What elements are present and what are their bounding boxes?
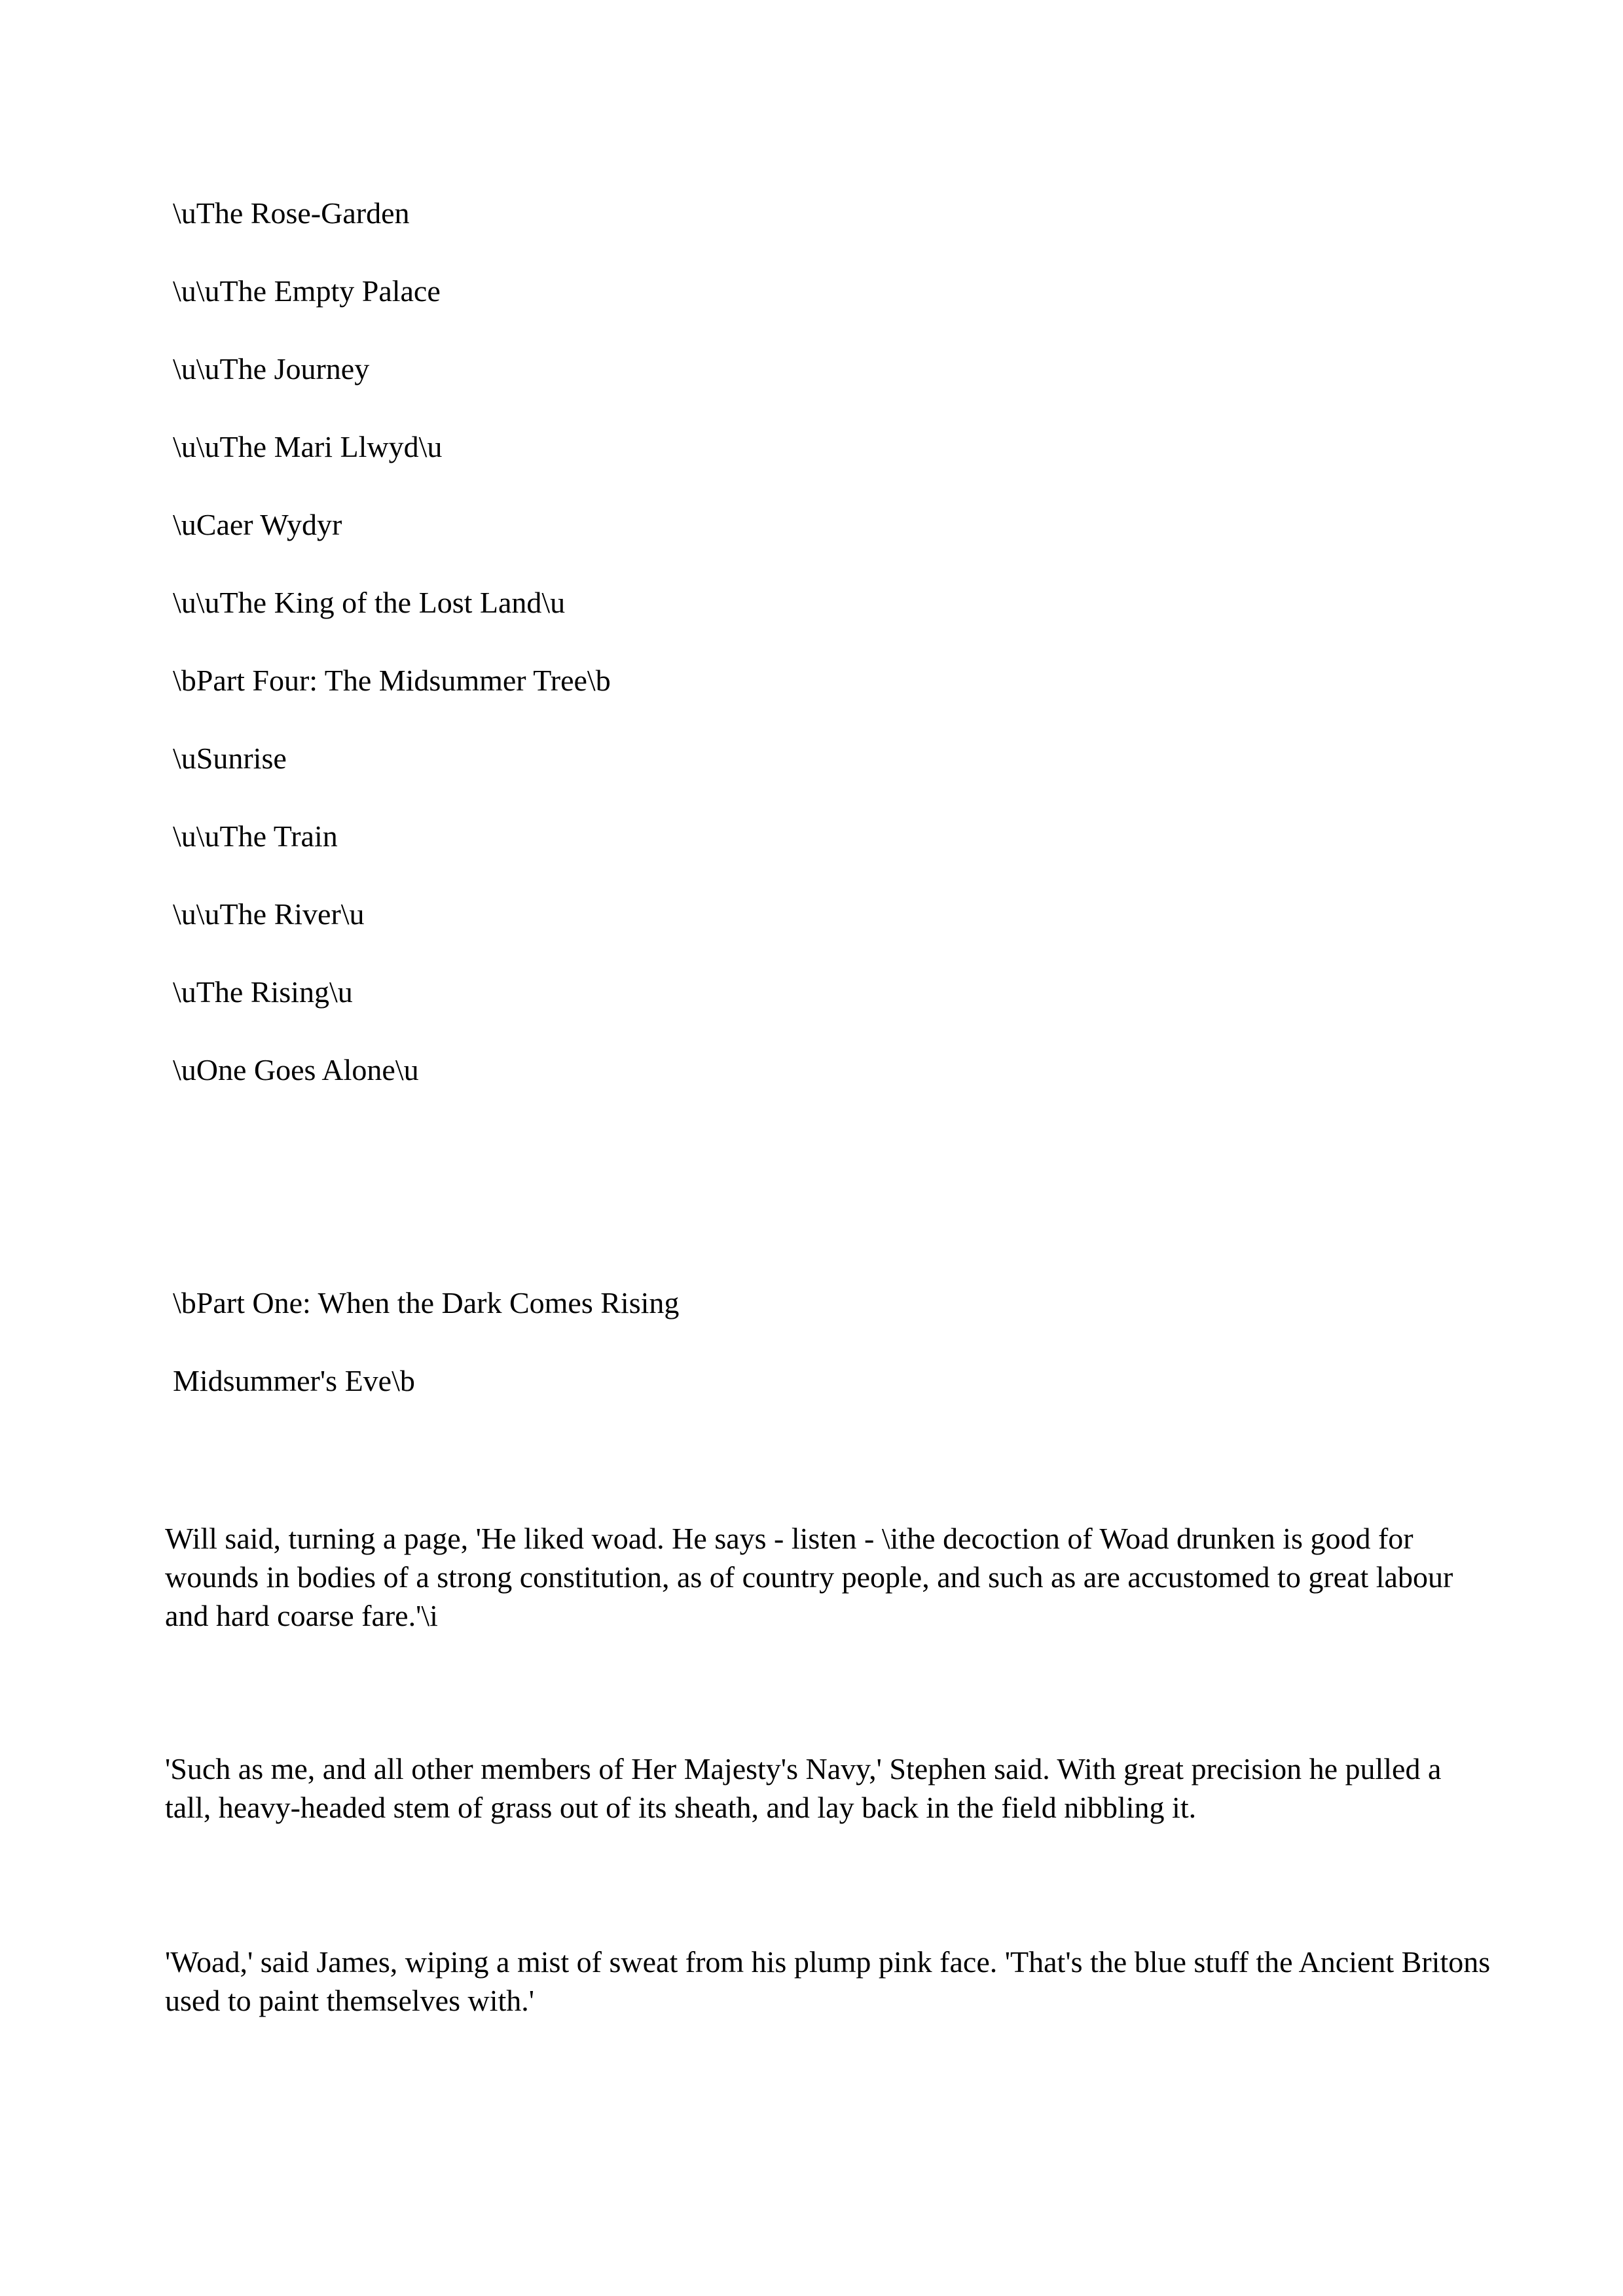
toc-entry: \u\uThe Train	[173, 819, 338, 853]
toc-entry: \u\uThe King of the Lost Land\u	[173, 586, 566, 619]
toc-entry: \uSunrise	[173, 742, 287, 775]
toc-entry: \u\uThe Empty Palace	[173, 274, 441, 308]
toc-entry: \uThe Rose-Garden	[173, 196, 410, 230]
toc-entry: \u\uThe River\u	[173, 897, 365, 931]
toc-entry: \uOne Goes Alone\u	[173, 1053, 419, 1086]
body-paragraph: Will said, turning a page, 'He liked woad. He says - listen - \ithe decoction of Woad drunken is good for wounds in bodies of a strong constitution, as of country people, and such as are accustomed to great labour and hard coarse fare.'\i	[165, 1522, 1453, 1632]
chapter-heading: Midsummer's Eve\b	[173, 1364, 415, 1397]
body-paragraph: 'Such as me, and all other members of Her Majesty's Navy,' Stephen said. With great precision he pulled a tall, heavy-headed stem of grass out of its sheath, and lay back in the field nibbling it.	[165, 1752, 1442, 1824]
toc-entry: \u\uThe Journey	[173, 352, 370, 386]
part-heading: \bPart One: When the Dark Comes Rising	[173, 1286, 680, 1319]
toc-part-heading: \bPart Four: The Midsummer Tree\b	[173, 664, 611, 697]
toc-entry: \uCaer Wydyr	[173, 508, 342, 541]
toc-entry: \uThe Rising\u	[173, 975, 353, 1009]
toc-entry: \u\uThe Mari Llwyd\u	[173, 430, 443, 463]
body-paragraph: 'Woad,' said James, wiping a mist of sweat from his plump pink face. 'That's the blue stuff the Ancient Britons used to paint themselves with.'	[165, 1945, 1491, 2017]
